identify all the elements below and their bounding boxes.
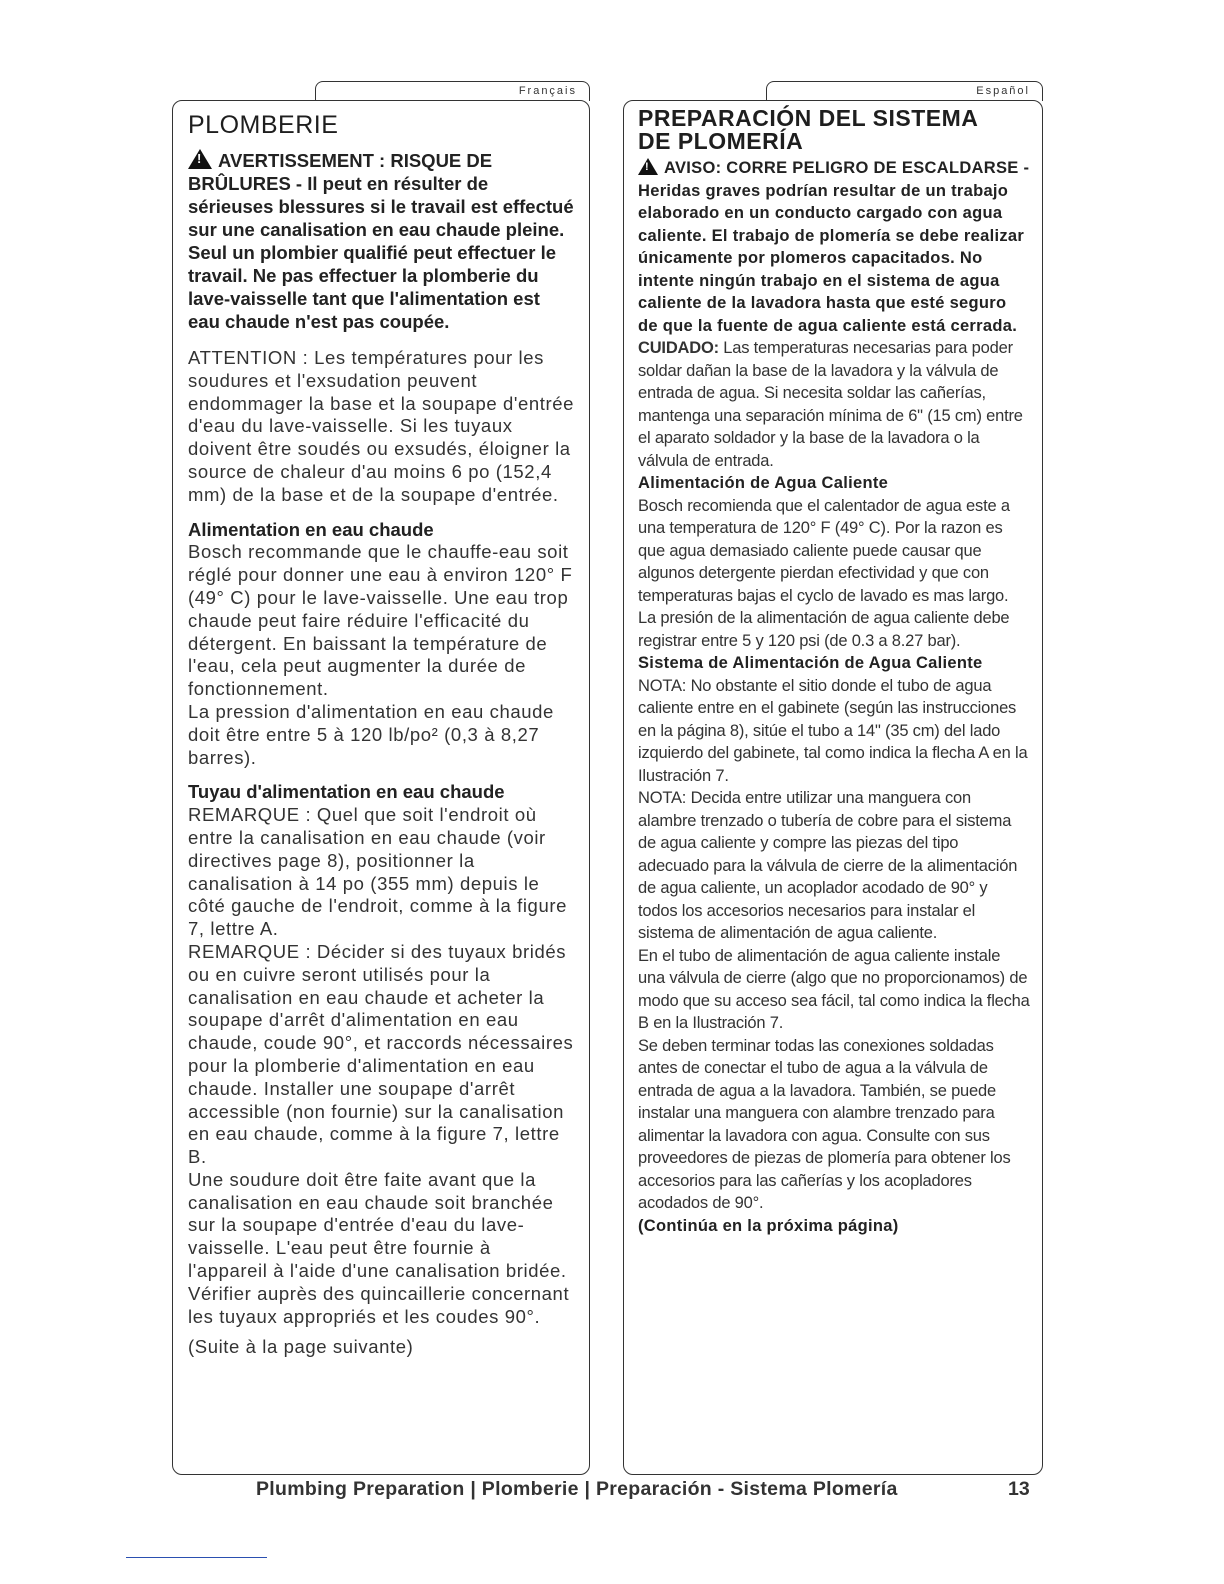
spanish-continued: (Continúa en la próxima página) xyxy=(638,1216,899,1235)
spanish-tab-label: Español xyxy=(976,85,1030,97)
spanish-warning xyxy=(638,157,1030,337)
spanish-caution xyxy=(638,337,1030,472)
french-pipe-p1: REMARQUE : Quel que soit l'endroit où entre la canalisation en eau chaude (voir directives page 8), positionner la canalisation à 14 po (355 mm) depuis le côté gauche de l'endroit, comme à la figure 7, lettre A. xyxy=(188,804,567,940)
french-hot-water-heading: Alimentation en eau chaude xyxy=(188,518,434,540)
spanish-tab xyxy=(766,81,1043,101)
spanish-system-p3: En el tubo de alimentación de agua caliente instale una válvula de cierre (algo que no proporcionamos) de modo que su acceso sea fácil, tal como indica la flecha B en la Ilustración 7. xyxy=(638,946,1030,1032)
french-panel xyxy=(172,100,590,1475)
french-warning-head: AVERTISSEMENT : RISQUE DE BRÛLURES xyxy=(188,150,493,194)
french-tab xyxy=(315,81,590,101)
spanish-warning-head: AVISO: CORRE PELIGRO DE ESCALDARSE xyxy=(664,159,1019,177)
spanish-title-line2: DE PLOMERÍA xyxy=(638,128,804,154)
warning-triangle-icon xyxy=(638,158,658,175)
spanish-hot-water-heading: Alimentación de Agua Caliente xyxy=(638,474,889,492)
footer-title: Plumbing Preparation | Plomberie | Preparación - Sistema Plomería xyxy=(256,1478,898,1500)
french-warning xyxy=(188,149,576,333)
french-attention xyxy=(188,347,576,507)
spanish-caution-label: CUIDADO: xyxy=(638,339,719,357)
french-pipe-p3: Une soudure doit être faite avant que la canalisation en eau chaude soit branchée sur la soupape d'entrée d'eau du lave-vaisselle. L'eau peut être fournie à l'appareil à l'aide d'une canalisation bridée. Vérifier auprès des quincaillerie concernant les tuyaux appropriés et les coudes 90°. xyxy=(188,1168,570,1327)
french-pipe-heading: Tuyau d'alimentation en eau chaude xyxy=(188,781,505,803)
spanish-title-line1: PREPARACIÓN DEL SISTEMA xyxy=(638,105,979,131)
french-warning-body: - Il peut en résulter de sérieuses blessures si le travail est effectué sur une canalisation en eau chaude pleine. Seul un plombier qualifié peut effectuer le travail. Ne pas effectuer la plomberie du lave-vaisselle tant que l'alimentation est eau chaude n'est pas coupée. xyxy=(188,173,574,332)
french-attention-label: ATTENTION : xyxy=(188,347,309,368)
spanish-content xyxy=(638,107,1030,1237)
french-content xyxy=(188,111,576,1359)
spanish-system-p1: NOTA: No obstante el sitio donde el tubo de agua caliente entre en el gabinete (según las instrucciones en la página 8), sitúe el tubo a 14" (35 cm) del lado izquierdo del gabinete, tal como indica la flecha A en la Ilustración 7. xyxy=(638,676,1028,785)
spanish-system-p4: Se deben terminar todas las conexiones soldadas antes de conectar el tubo de agua a la válvula de entrada de agua a la lavadora. También, se puede instalar una manguera con alambre trenzado para alimentar la lavadora con agua. Consulte con sus proveedores de piezas de plomería para obtener los accesorios para las cañerías y los acopladores acodados de 90°. xyxy=(638,1036,1011,1212)
bottom-divider xyxy=(126,1557,267,1558)
warning-triangle-icon xyxy=(188,149,212,169)
page-footer xyxy=(0,1478,1224,1508)
french-title: PLOMBERIE xyxy=(188,111,339,139)
french-attention-body: Les températures pour les soudures et l'exsudation peuvent endommager la base et la soupape d'entrée d'eau du lave-vaisselle. Si les tuyaux doivent être soudés ou exsudés, éloigner la source de chaleur d'au moins 6 po (152,4 mm) de la base et de la soupape d'entrée. xyxy=(188,347,575,505)
french-tab-label: Français xyxy=(518,85,577,97)
french-pipe-p2: REMARQUE : Décider si des tuyaux bridés ou en cuivre seront utilisés pour la canalisation en eau chaude et acheter la soupape d'arrêt d'alimentation en eau chaude, coude 90°, et raccords nécessaires pour la plomberie d'alimentation en eau chaude. Installer une soupape d'arrêt accessible (non fournie) sur la canalisation en eau chaude, comme à la figure 7, lettre B. xyxy=(188,940,574,1168)
french-hot-water-p1: Bosch recommande que le chauffe-eau soit réglé pour donner une eau à environ 120° F (49° C) pour le lave-vaisselle. Une eau trop chaude peut faire réduire l'efficacité du détergent. En baissant la température de l'eau, cela peut augmenter la durée de fonctionnement. xyxy=(188,541,573,700)
spanish-caution-body: Las temperaturas necesarias para poder soldar dañan la base de la lavadora y la válvula de entrada de agua. Si necesita soldar las cañerías, mantenga una separación mínima de 6" (15 cm) entre el aparato soldador y la base de la lavadora o la válvula de entrada. xyxy=(638,339,1023,470)
spanish-system-heading: Sistema de Alimentación de Agua Caliente xyxy=(638,654,983,672)
spanish-warning-body: - Heridas graves podrían resultar de un trabajo elaborado en un conducto cargado con agua caliente. El trabajo de plomería se debe realizar únicamente por plomeros capacitados. No intente ningún trabajo en el sistema de agua caliente de la lavadora hasta que esté seguro de que la fuente de agua caliente está cerrada. xyxy=(638,159,1030,335)
french-continued: (Suite à la page suivante) xyxy=(188,1336,414,1358)
spanish-hot-water-p2: La presión de la alimentación de agua caliente debe registrar entre 5 y 120 psi (de 0.3 a 8.27 bar). xyxy=(638,609,1010,650)
french-hot-water-p2: La pression d'alimentation en eau chaude doit être entre 5 à 120 lb/po² (0,3 à 8,27 barres). xyxy=(188,700,554,768)
page-number: 13 xyxy=(1008,1478,1030,1500)
spanish-title xyxy=(638,107,1030,153)
spanish-hot-water-p1: Bosch recomienda que el calentador de agua este a una temperatura de 120° F (49° C). Por la razon es que agua demasiado caliente puede causar que algunos detergente pierdan efectividad y que con temperaturas bajas el cyclo de lavado es mas largo. xyxy=(638,496,1010,605)
spanish-panel xyxy=(623,100,1043,1475)
spanish-system-p2: NOTA: Decida entre utilizar una manguera con alambre trenzado o tubería de cobre para el sistema de agua caliente y compre las piezas del tipo adecuado para la válvula de cierre de la alimentación de agua caliente, un acoplador acodado de 90° y todos los accesorios necesarios para instalar el sistema de alimentación de agua caliente. xyxy=(638,789,1018,942)
